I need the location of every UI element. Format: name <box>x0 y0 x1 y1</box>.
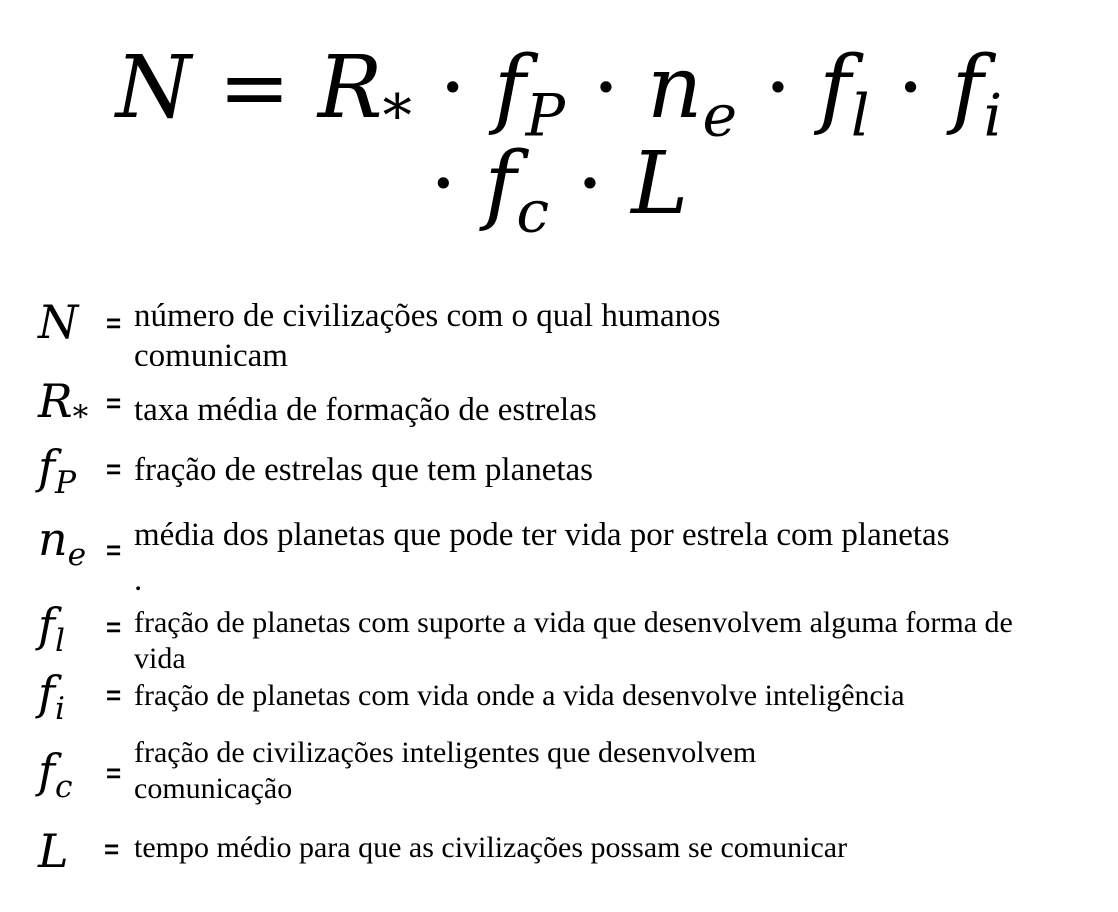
def-text-n-e-line2: . <box>134 562 143 598</box>
eq-term-l: L <box>631 134 689 234</box>
def-var-f-c: $f_c$ <box>38 744 73 805</box>
eq-equals-sign: = <box>218 38 291 138</box>
def-var-r-star: $R_*$ <box>38 374 89 435</box>
def-equals-n: = <box>106 308 122 338</box>
eq-lhs-n: N <box>115 38 192 138</box>
def-equals-r-star: = <box>106 388 122 418</box>
def-var-f-p: $f_P$ <box>38 440 77 501</box>
eq-dot-5: · <box>429 134 458 234</box>
drake-equation <box>0 38 1118 246</box>
def-equals-l: = <box>104 834 120 864</box>
def-text-f-l-line1: fração de planetas com suporte a vida que desenvolvem alguma forma de <box>134 606 1013 639</box>
eq-term-f-l: $f_l$ <box>819 38 870 150</box>
eq-dot-6: · <box>576 134 604 234</box>
def-text-n-e-line1: média dos planetas que pode ter vida por estrela com planetas <box>134 517 950 553</box>
eq-term-n-e: $n_e$ <box>647 38 738 150</box>
def-text-n-line1: número de civilizações com o qual humanos <box>134 298 721 334</box>
eq-term-f-c: $f_c$ <box>484 134 550 246</box>
eq-dot-4: · <box>896 38 925 138</box>
eq-dot-1: · <box>439 38 467 138</box>
eq-term-f-p: $f_P$ <box>493 38 566 150</box>
def-var-l: L <box>38 824 69 878</box>
eq-term-r-star: $R_*$ <box>317 38 412 150</box>
eq-term-f-i: $f_i$ <box>951 38 1003 150</box>
def-equals-f-p: = <box>106 454 122 484</box>
def-var-f-i: $f_i$ <box>38 666 66 727</box>
def-equals-f-l: = <box>106 612 122 642</box>
def-text-f-c-line1: fração de civilizações inteligentes que desenvolvem <box>134 736 757 769</box>
eq-dot-2: · <box>592 38 620 138</box>
def-text-r-star: taxa média de formação de estrelas <box>134 392 597 428</box>
def-text-l: tempo médio para que as civilizações possam se comunicar <box>134 831 848 864</box>
equation-line-2 <box>0 134 1118 246</box>
def-text-f-l-line2: vida <box>134 642 186 675</box>
def-equals-f-i: = <box>106 680 122 710</box>
def-text-f-c-line2: comunicação <box>134 772 293 805</box>
def-text-f-p: fração de estrelas que tem planetas <box>134 452 594 488</box>
def-equals-n-e: = <box>106 535 122 565</box>
def-text-f-i: fração de planetas com vida onde a vida desenvolve inteligência <box>134 679 905 712</box>
def-var-n: N <box>38 295 79 349</box>
def-var-n-e: $n_e$ <box>38 512 87 573</box>
eq-dot-3: · <box>764 38 792 138</box>
def-equals-f-c: = <box>106 758 122 788</box>
def-var-f-l: $f_l$ <box>38 598 66 659</box>
def-text-n-line2: comunicam <box>134 338 288 366</box>
